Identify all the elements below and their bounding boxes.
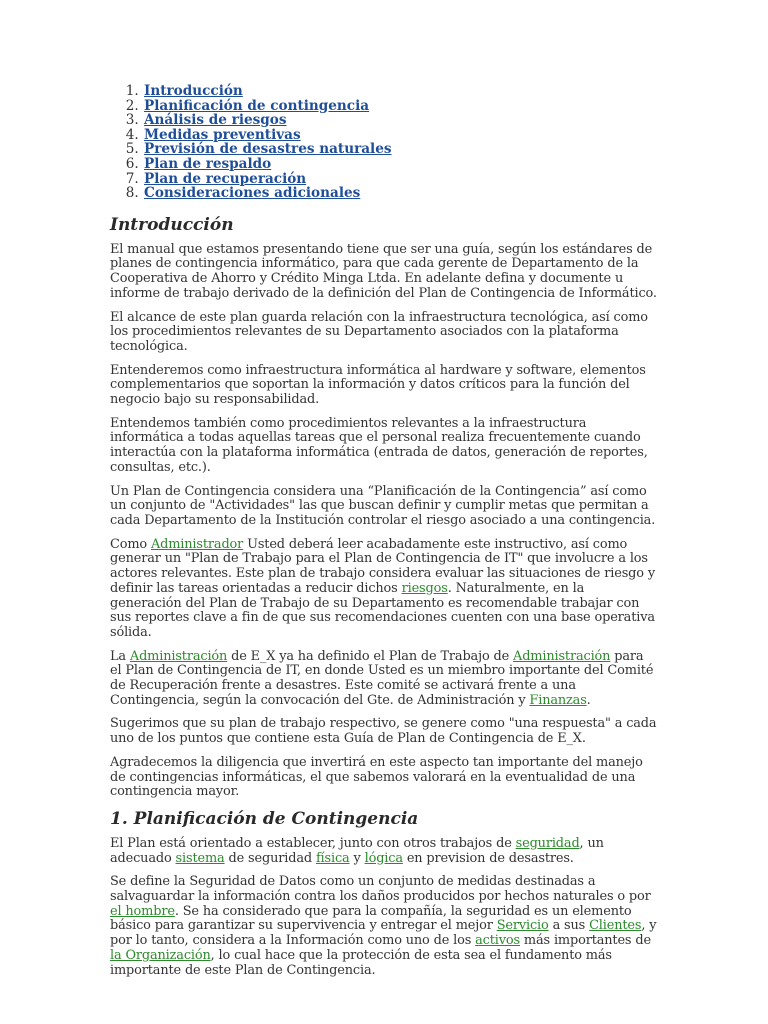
- link-finanzas[interactable]: Finanzas: [529, 692, 587, 708]
- paragraph: Un Plan de Contingencia considera una “Planificación de la Contingencia” así como un conjunto de "Actividades" las que buscan definir y cumplir metas que permitan a cada Departamento de la Institución controlar el riesgo asociado a una contingencia.: [110, 483, 656, 528]
- link-logica[interactable]: lógica: [364, 850, 403, 866]
- link-la-organizacion[interactable]: la Organización: [110, 947, 211, 963]
- text: , un adecuado: [110, 835, 604, 866]
- link-el-hombre[interactable]: el hombre: [110, 903, 175, 919]
- text: .: [586, 692, 591, 708]
- text: , y por lo tanto, considera a la Información como uno de los: [110, 918, 657, 949]
- table-of-contents: [110, 84, 658, 201]
- toc-item-consideraciones: [143, 186, 658, 201]
- document-body: [110, 84, 658, 987]
- link-sistema[interactable]: sistema: [175, 850, 225, 866]
- toc-item-planificacion: [143, 99, 658, 114]
- toc-item-recuperacion: [143, 172, 658, 187]
- paragraph: Agradecemos la diligencia que invertirá en este aspecto tan importante del manejo de contingencias informáticas, el que sabemos valorará en la eventualidad de una contingencia mayor.: [110, 754, 643, 800]
- link-activos[interactable]: activos: [475, 933, 520, 949]
- text: para el Plan de Contingencia de IT, en donde Usted es un miembro importante del Comité de Recuperación frente a desastres. Este comité se activará frente a una Contingencia, según la convocación del Gte. de Administración y: [110, 648, 654, 708]
- text: La: [110, 648, 130, 664]
- text: a sus: [548, 918, 590, 934]
- text: de E_X ya ha definido el Plan de Trabajo de: [227, 648, 514, 664]
- paragraph: Entendemos también como procedimientos relevantes a la infraestructura informática a todas aquellas tareas que el personal realiza frecuentemente cuando interactúa con la plataforma informática (entrada de datos, generación de reportes, consultas, etc.).: [110, 415, 648, 475]
- toc-link[interactable]: Análisis de riesgos: [144, 112, 287, 129]
- text: . Se ha considerado que para la compañía, la seguridad es un elemento básico para garantizar su supervivencia y entregar el mejor: [110, 903, 632, 934]
- paragraph: Entenderemos como infraestructura informática al hardware y software, elementos complementarios que soportan la información y datos críticos para la función del negocio bajo su responsabilidad.: [110, 362, 646, 408]
- toc-link[interactable]: Consideraciones adicionales: [144, 185, 361, 202]
- section-heading-planificacion: 1. Planificación de Contingencia: [110, 808, 419, 829]
- link-administracion[interactable]: Administración: [129, 648, 228, 664]
- text: Usted deberá leer acabadamente este instructivo, así como generar un "Plan de Trabajo para el Plan de Contingencia de IT" que involucre a los actores relevantes. Este plan de trabajo considera evaluar las situaciones de riesgo y definir las tareas orientadas a reducir dichos: [110, 536, 655, 596]
- toc-link[interactable]: Planificación de contingencia: [144, 97, 370, 114]
- paragraph: [110, 538, 658, 641]
- link-administrador[interactable]: Administrador: [150, 536, 244, 552]
- toc-link[interactable]: Plan de recuperación: [144, 170, 307, 187]
- paragraph: [110, 650, 658, 709]
- link-clientes[interactable]: Clientes: [589, 918, 642, 934]
- toc-item-medidas: [143, 128, 658, 143]
- text: y: [349, 850, 365, 866]
- text: El Plan está orientado a establecer, junto con otros trabajos de: [110, 835, 516, 851]
- text: más importantes de: [519, 933, 651, 949]
- section-heading-introduccion: Introducción: [110, 214, 234, 235]
- toc-item-introduccion: [143, 84, 658, 99]
- link-seguridad[interactable]: seguridad: [515, 835, 580, 851]
- toc-item-analisis: [143, 113, 658, 128]
- text: . Naturalmente, en la generación del Plan de Trabajo de su Departamento es recomendable trabajar con sus reportes clave a fin de que sus recomendaciones cuenten con una base operativa sólida.: [110, 580, 655, 640]
- toc-link[interactable]: Previsión de desastres naturales: [144, 141, 392, 158]
- toc-link[interactable]: Plan de respaldo: [144, 155, 272, 172]
- text: Se define la Seguridad de Datos como un conjunto de medidas destinadas a salvaguardar la información contra los daños producidos por hechos naturales o por: [110, 874, 651, 905]
- link-servicio[interactable]: Servicio: [496, 918, 549, 934]
- toc-link[interactable]: Medidas preventivas: [144, 126, 301, 143]
- text: Como: [110, 536, 151, 552]
- toc-item-respaldo: [143, 157, 658, 172]
- text: , lo cual hace que la protección de esta sea el fundamento más importante de este Plan de Contingencia.: [110, 947, 612, 978]
- toc-link[interactable]: Introducción: [144, 83, 243, 99]
- paragraph: El manual que estamos presentando tiene que ser una guía, según los estándares de planes de contingencia informático, para que cada gerente de Departamento de la Cooperativa de Ahorro y Crédito Minga Ltda. En adelante defina y documente u informe de trabajo derivado de la definición del Plan de Contingencia de Informático.: [110, 241, 657, 301]
- link-fisica[interactable]: física: [315, 850, 350, 866]
- paragraph: Sugerimos que su plan de trabajo respectivo, se genere como "una respuesta" a cada uno de los puntos que contiene esta Guía de Plan de Contingencia de E_X.: [110, 716, 657, 747]
- paragraph: El alcance de este plan guarda relación con la infraestructura tecnológica, así como los procedimientos relevantes de su Departamento asociados con la plataforma tecnológica.: [110, 309, 648, 354]
- text: de seguridad: [224, 850, 316, 866]
- paragraph: [110, 875, 658, 978]
- text: en prevision de desastres.: [402, 850, 574, 866]
- link-administracion[interactable]: Administración: [513, 648, 611, 664]
- toc-item-prevision: [143, 142, 658, 157]
- paragraph: [110, 837, 658, 866]
- link-riesgos[interactable]: riesgos: [401, 580, 448, 596]
